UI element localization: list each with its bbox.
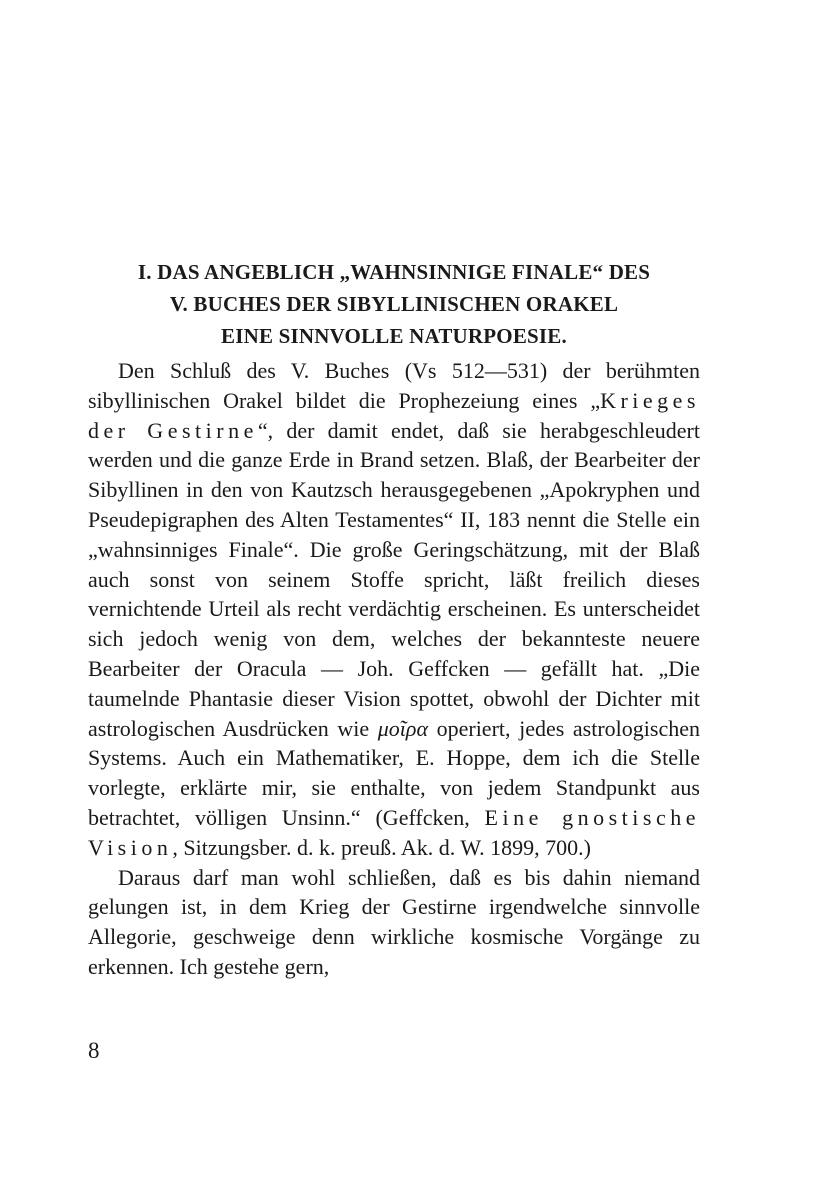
paragraph-1-text-c: operiert, jedes astrologischen Systems. Auch ein Mathematiker, E. Hoppe, dem ich die Stelle vorlegte, erklärte mir, sie enthalte, von jedem Standpunkt aus betrachtet, völligen Unsinn.“ (Geffcken, xyxy=(88,715,700,830)
spaced-phrase-krieg-der-gestirne: Krieges der Gestirne xyxy=(88,387,700,443)
greek-word-moira: μοῖρα xyxy=(377,715,428,741)
paragraph-1-text-a: Den Schluß des V. Buches (Vs 512—531) der berühmten sibyllinischen Orakel bildet die Prophezeiung eines „ xyxy=(88,358,700,413)
paragraph-1 xyxy=(88,356,700,863)
chapter-heading xyxy=(88,256,700,352)
spaced-title-gnostische-vision: Eine gnostische Vision xyxy=(88,804,700,860)
paragraph-1-text-b: “, der damit endet, daß sie herabgeschleudert werden und die ganze Erde in Brand setzen. Blaß, der Bearbeiter der Sibyllinen in den von Kautzsch herausgegebenen „Apokryphen und Pseudepigraphen des Alten Testamentes“ II, 183 nennt die Stelle ein „wahnsinniges Finale“. Die große Geringschätzung, mit der Blaß auch sonst von seinem Stoffe spricht, läßt freilich dieses vernichtende Urteil als recht verdächtig erscheinen. Es unterscheidet sich jedoch wenig von dem, welches der bekannteste neuere Bearbeiter der Oracula — Joh. Geffcken — gefällt hat. „Die taumelnde Phantasie dieser Vision spottet, obwohl der Dichter mit astrologischen Ausdrücken wie xyxy=(88,417,700,741)
heading-line-3: EINE SINNVOLLE NATURPOESIE. xyxy=(221,324,567,348)
paragraph-2: Daraus darf man wohl schließen, daß es bis dahin niemand gelungen ist, in dem Krieg der Gestirne irgendwelche sinnvolle Allegorie, geschweige denn wirkliche kosmische Vorgänge zu erkennen. Ich gestehe gern, xyxy=(88,864,700,979)
page-body xyxy=(88,256,700,982)
heading-line-2: V. BUCHES DER SIBYLLINISCHEN ORAKEL xyxy=(169,292,619,316)
heading-line-1: I. DAS ANGEBLICH „WAHNSINNIGE FINALE“ DES xyxy=(137,260,651,284)
paragraph-1-text-d: , Sitzungsber. d. k. preuß. Ak. d. W. 1899, 700.) xyxy=(172,834,591,860)
page-number: 8 xyxy=(88,1038,100,1063)
